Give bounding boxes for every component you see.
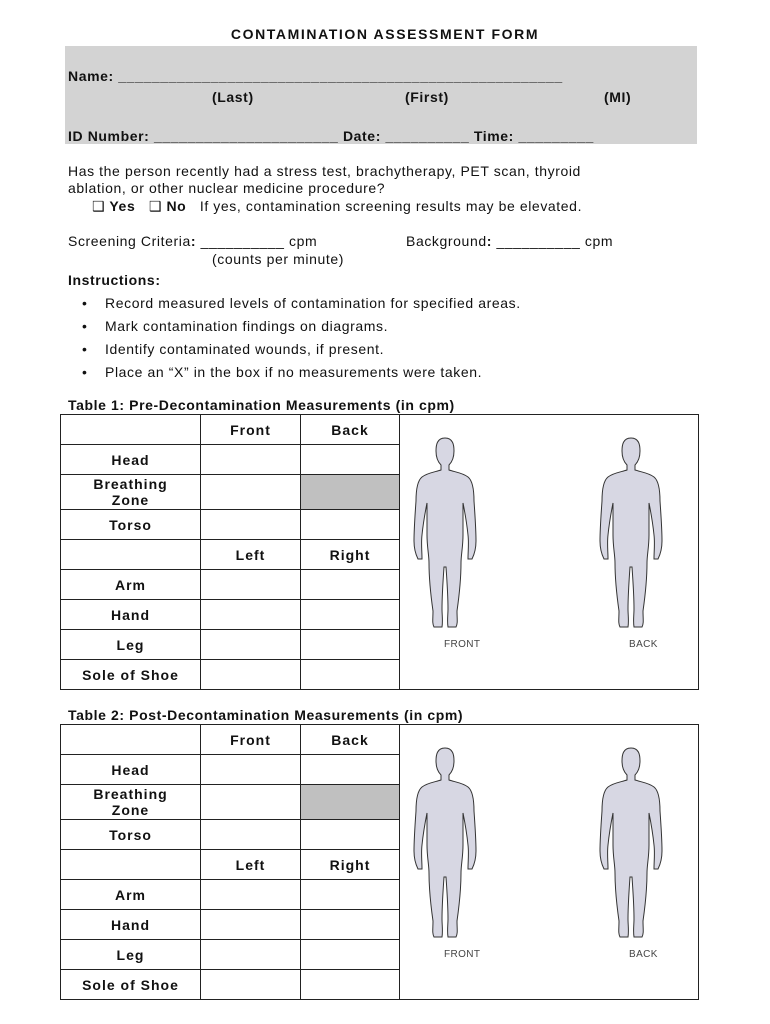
row-breathing-zone xyxy=(61,475,201,510)
body-diagram-cell[interactable] xyxy=(400,725,699,1000)
front-label: FRONT xyxy=(444,639,481,650)
instruction-item: • Mark contamination findings on diagrams. xyxy=(68,316,521,339)
row-sole-of-shoe: Sole of Shoe xyxy=(61,660,201,690)
instructions-heading: Instructions: xyxy=(68,272,161,288)
torso-back-cell[interactable] xyxy=(301,510,400,540)
row-hand: Hand xyxy=(61,600,201,630)
criteria-label: Screening Criteria xyxy=(68,233,191,249)
post-decon-table xyxy=(60,724,699,1000)
zone-label: Zone xyxy=(111,492,150,508)
background-unit: cpm xyxy=(584,233,614,249)
torso-back-cell[interactable] xyxy=(301,820,400,850)
breathing-label: Breathing xyxy=(93,786,168,802)
breathing-label: Breathing xyxy=(93,476,168,492)
form-title: CONTAMINATION ASSESSMENT FORM xyxy=(230,26,540,42)
sole-left-cell[interactable] xyxy=(201,660,301,690)
question-line-2: ablation, or other nuclear medicine procedure? xyxy=(68,180,386,196)
screening-criteria-line: Screening Criteria: __________ cpm xyxy=(68,233,318,249)
back-label: BACK xyxy=(629,639,658,650)
body-silhouette-front xyxy=(414,748,476,937)
back-body-figure[interactable] xyxy=(598,435,664,631)
id-label: ID Number: xyxy=(68,128,150,144)
col-back: Back xyxy=(301,415,400,445)
col-right: Right xyxy=(301,850,400,880)
row-head: Head xyxy=(61,445,201,475)
back-body-figure[interactable] xyxy=(598,745,664,941)
criteria-field[interactable]: __________ xyxy=(200,233,285,249)
zone-label: Zone xyxy=(111,802,150,818)
corner-cell xyxy=(61,415,201,445)
no-label: No xyxy=(166,198,187,214)
row-arm: Arm xyxy=(61,570,201,600)
col-back: Back xyxy=(301,725,400,755)
arm-right-cell[interactable] xyxy=(301,880,400,910)
cpm-note: (counts per minute) xyxy=(212,251,345,267)
breathing-front-cell[interactable] xyxy=(201,785,301,820)
hand-left-cell[interactable] xyxy=(201,600,301,630)
col-left: Left xyxy=(201,850,301,880)
row-leg: Leg xyxy=(61,630,201,660)
elevated-note: If yes, contamination screening results may be elevated. xyxy=(199,198,583,214)
body-diagram-cell[interactable] xyxy=(400,415,699,690)
torso-front-cell[interactable] xyxy=(201,820,301,850)
background-field[interactable]: __________ xyxy=(496,233,581,249)
leg-left-cell[interactable] xyxy=(201,630,301,660)
hand-right-cell[interactable] xyxy=(301,600,400,630)
head-front-cell[interactable] xyxy=(201,755,301,785)
last-label: (Last) xyxy=(212,89,254,105)
front-body-figure[interactable] xyxy=(412,435,478,631)
sole-right-cell[interactable] xyxy=(301,970,400,1000)
name-label: Name: xyxy=(68,68,114,84)
head-back-cell[interactable] xyxy=(301,755,400,785)
arm-left-cell[interactable] xyxy=(201,570,301,600)
yes-label: Yes xyxy=(109,198,136,214)
hand-left-cell[interactable] xyxy=(201,910,301,940)
instruction-item: • Record measured levels of contamination for specified areas. xyxy=(68,293,521,316)
date-field[interactable]: __________ xyxy=(385,128,470,144)
row-sole-of-shoe: Sole of Shoe xyxy=(61,970,201,1000)
row-leg: Leg xyxy=(61,940,201,970)
arm-right-cell[interactable] xyxy=(301,570,400,600)
first-label: (First) xyxy=(405,89,449,105)
front-body-figure[interactable] xyxy=(412,745,478,941)
breathing-front-cell[interactable] xyxy=(201,475,301,510)
row-torso: Torso xyxy=(61,510,201,540)
row-hand: Hand xyxy=(61,910,201,940)
mi-label: (MI) xyxy=(604,89,632,105)
question-line-1: Has the person recently had a stress test, brachytherapy, PET scan, thyroid xyxy=(68,163,581,179)
sole-right-cell[interactable] xyxy=(301,660,400,690)
id-field[interactable]: ______________________ xyxy=(153,128,339,144)
date-label: Date: xyxy=(342,128,381,144)
instructions-list xyxy=(68,293,521,385)
id-date-time-line xyxy=(68,128,594,144)
time-label: Time: xyxy=(473,128,514,144)
breathing-back-cell-shaded xyxy=(301,785,400,820)
background-line: Background: __________ cpm xyxy=(406,233,614,249)
leg-right-cell[interactable] xyxy=(301,630,400,660)
time-field[interactable]: _________ xyxy=(518,128,594,144)
body-silhouette-back xyxy=(600,438,662,627)
col-right: Right xyxy=(301,540,400,570)
corner-cell xyxy=(61,725,201,755)
instruction-item: • Identify contaminated wounds, if present. xyxy=(68,339,521,362)
name-field[interactable]: _____________________________________________________ xyxy=(118,68,563,84)
yes-checkbox[interactable]: ❑ Yes xyxy=(92,198,136,214)
blank-label-cell xyxy=(61,540,201,570)
body-silhouette-back xyxy=(600,748,662,937)
torso-front-cell[interactable] xyxy=(201,510,301,540)
yes-no-row xyxy=(92,198,582,215)
breathing-back-cell-shaded xyxy=(301,475,400,510)
criteria-unit: cpm xyxy=(289,233,318,249)
front-label: FRONT xyxy=(444,949,481,960)
leg-left-cell[interactable] xyxy=(201,940,301,970)
row-head: Head xyxy=(61,755,201,785)
row-breathing-zone xyxy=(61,785,201,820)
col-front: Front xyxy=(201,725,301,755)
hand-right-cell[interactable] xyxy=(301,910,400,940)
col-front: Front xyxy=(201,415,301,445)
background-label: Background xyxy=(406,233,487,249)
instruction-item: • Place an “X” in the box if no measurements were taken. xyxy=(68,362,521,385)
back-label: BACK xyxy=(629,949,658,960)
arm-left-cell[interactable] xyxy=(201,880,301,910)
leg-right-cell[interactable] xyxy=(301,940,400,970)
pre-decon-table xyxy=(60,414,699,690)
head-front-cell[interactable] xyxy=(201,445,301,475)
body-silhouette-front xyxy=(414,438,476,627)
no-checkbox[interactable]: ❑ No xyxy=(148,198,187,214)
name-line xyxy=(68,68,563,84)
col-left: Left xyxy=(201,540,301,570)
row-torso: Torso xyxy=(61,820,201,850)
row-arm: Arm xyxy=(61,880,201,910)
sole-left-cell[interactable] xyxy=(201,970,301,1000)
table-2-caption: Table 2: Post-Decontamination Measurements (in cpm) xyxy=(68,707,464,723)
head-back-cell[interactable] xyxy=(301,445,400,475)
table-1-caption: Table 1: Pre-Decontamination Measurements (in cpm) xyxy=(68,397,455,413)
blank-label-cell xyxy=(61,850,201,880)
